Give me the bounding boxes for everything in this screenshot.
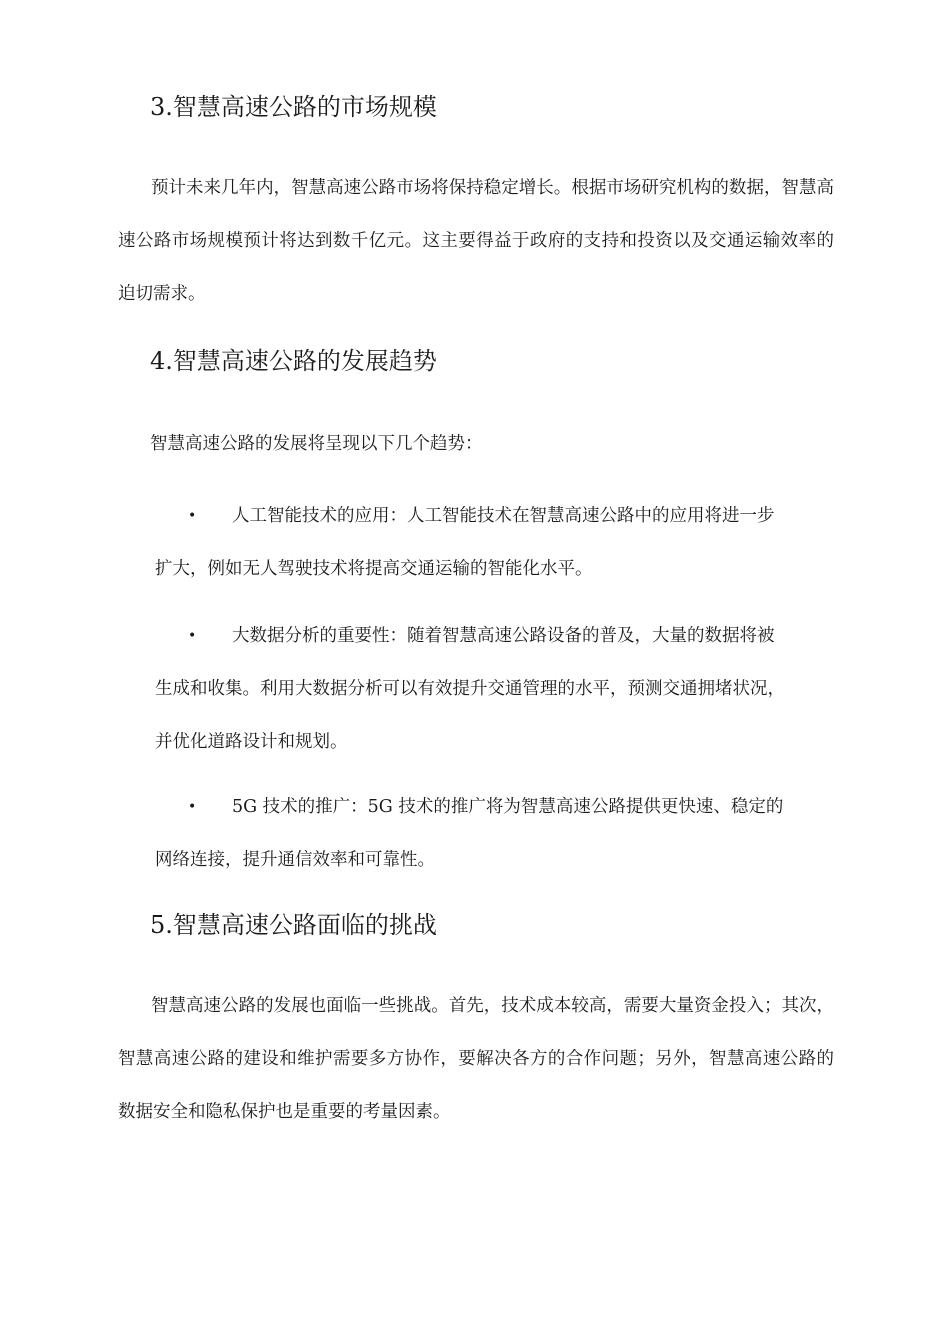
bullet-item-ai <box>155 490 835 596</box>
bullet-text-line: 扩大，例如无人驾驶技术将提高交通运输的智能化水平。 <box>155 559 593 579</box>
bullet-item-big-data <box>155 610 835 769</box>
bullet-icon: • <box>188 799 197 815</box>
bullet-text-line: 网络连接，提升通信效率和可靠性。 <box>155 850 435 870</box>
section-4-heading: 4.智慧高速公路的发展趋势 <box>150 347 437 375</box>
bullet-icon: • <box>188 628 197 644</box>
bullet-text-line: 人工智能技术的应用：人工智能技术在智慧高速公路中的应用将进一步 <box>232 506 775 526</box>
bullet-icon: • <box>188 508 197 524</box>
section-3-heading: 3.智慧高速公路的市场规模 <box>150 93 437 121</box>
bullet-text-line: 5G 技术的推广：5G 技术的推广将为智慧高速公路提供更快速、稳定的 <box>232 797 784 817</box>
section-4-intro: 智慧高速公路的发展将呈现以下几个趋势： <box>150 434 483 454</box>
bullet-item-5g <box>155 781 835 887</box>
section-3-paragraph: 预计未来几年内，智慧高速公路市场将保持稳定增长。根据市场研究机构的数据，智慧高速公路市场规模预计将达到数千亿元。这主要得益于政府的支持和投资以及交通运输效率的迫切需求。 <box>118 178 834 304</box>
bullet-text-line: 大数据分析的重要性：随着智慧高速公路设备的普及，大量的数据将被 <box>232 626 775 646</box>
section-5-heading: 5.智慧高速公路面临的挑战 <box>150 911 437 939</box>
bullet-text-line: 并优化道路设计和规划。 <box>155 732 348 752</box>
section-5-paragraph: 智慧高速公路的发展也面临一些挑战。首先，技术成本较高，需要大量资金投入；其次，智慧高速公路的建设和维护需要多方协作，要解决各方的合作问题；另外，智慧高速公路的数据安全和隐私保护也是重要的考量因素。 <box>118 996 834 1122</box>
bullet-text-line: 生成和收集。利用大数据分析可以有效提升交通管理的水平，预测交通拥堵状况， <box>155 679 785 699</box>
